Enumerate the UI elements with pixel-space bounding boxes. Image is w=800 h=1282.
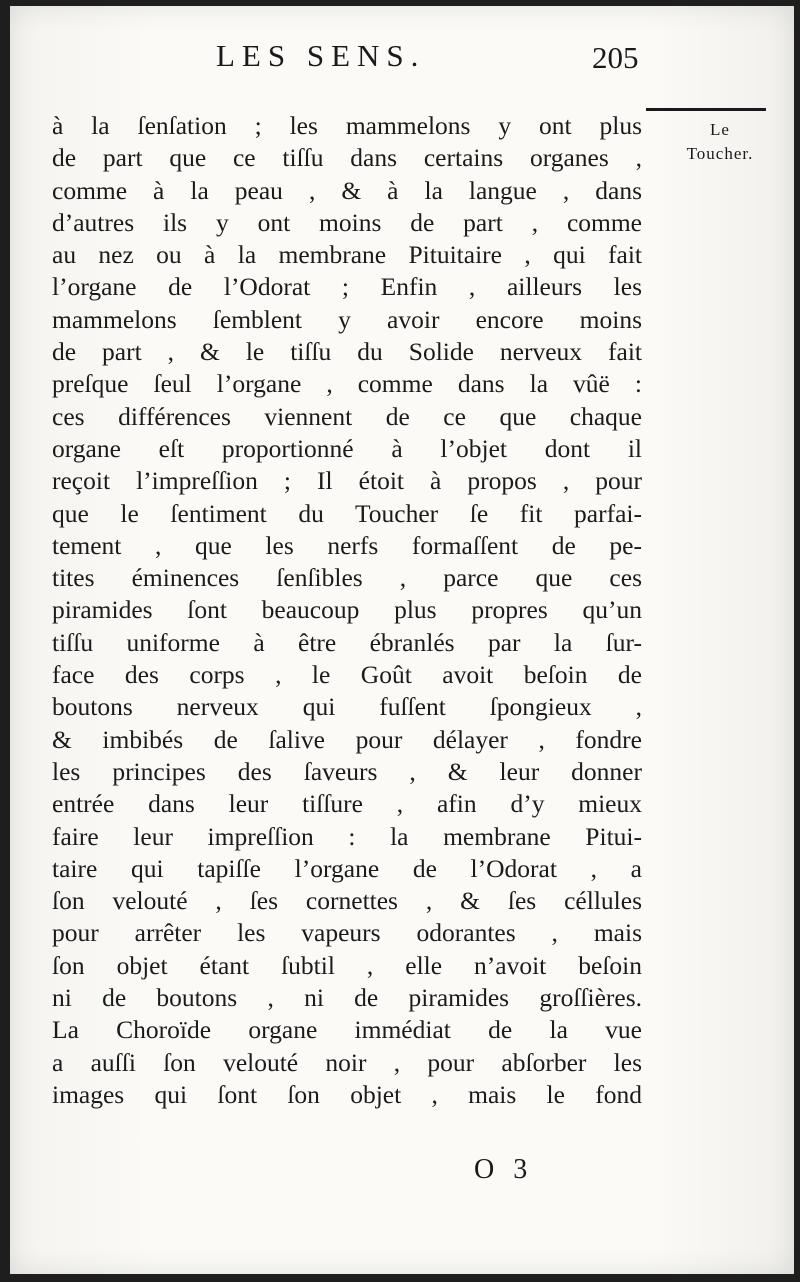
text-line: taire qui tapiſſe l’organe de l’Odorat , a — [52, 853, 642, 883]
text-line: boutons nerveux qui fuſſent ſpongieux , — [52, 692, 642, 722]
text-line: reçoit l’impreſſion ; Il étoit à propos , pour — [52, 466, 642, 496]
text-line: de part que ce tiſſu dans certains organes , — [52, 143, 642, 173]
text-line: tites éminences ſenſibles , parce que ces — [52, 563, 642, 593]
text-line: tiſſu uniforme à être ébranlés par la ſur- — [52, 627, 642, 657]
margin-note — [650, 118, 790, 166]
text-line: La Choroïde organe immédiat de la vue — [52, 1015, 642, 1045]
text-line: l’organe de l’Odorat ; Enfin , ailleurs les — [52, 272, 642, 302]
text-line: faire leur impreſſion : la membrane Pitui- — [52, 821, 642, 851]
text-line: & imbibés de ſalive pour délayer , fondre — [52, 724, 642, 754]
text-line: tement , que les nerfs formaſſent de pe- — [52, 530, 642, 560]
page-number: 205 — [592, 40, 639, 75]
text-line: face des corps , le Goût avoit beſoin de — [52, 660, 642, 690]
text-line: à la ſenſation ; les mammelons y ont plus — [52, 111, 642, 140]
text-line: preſque ſeul l’organe , comme dans la vûë : — [52, 369, 642, 399]
text-line: de part , & le tiſſu du Solide nerveux fait — [52, 337, 642, 367]
text-line: a auſſi ſon velouté noir , pour abſorber les — [52, 1047, 642, 1077]
text-line: ni de boutons , ni de piramides groſſières. — [52, 983, 642, 1013]
text-line: ſon velouté , ſes cornettes , & ſes céllules — [52, 886, 642, 916]
text-line: organe eſt proportionné à l’objet dont il — [52, 433, 642, 463]
running-title: LES SENS. — [216, 38, 426, 73]
text-line: piramides ſont beaucoup plus propres qu’un — [52, 595, 642, 625]
text-line: ces différences viennent de ce que chaque — [52, 401, 642, 431]
text-line: que le ſentiment du Toucher ſe fit parfai- — [52, 498, 642, 528]
text-line: ſon objet étant ſubtil , elle n’avoit beſoin — [52, 950, 642, 980]
text-line: au nez ou à la membrane Pituitaire , qui fait — [52, 240, 642, 270]
margin-rule — [646, 108, 766, 111]
margin-note-line-2: Toucher. — [686, 144, 754, 163]
body-text — [52, 110, 642, 1111]
text-line: pour arrêter les vapeurs odorantes , mais — [52, 918, 642, 948]
signature-mark: O 3 — [474, 1154, 534, 1185]
text-line: d’autres ils y ont moins de part , comme — [52, 207, 642, 237]
text-line: les principes des ſaveurs , & leur donner — [52, 756, 642, 786]
text-line: mammelons ſemblent y avoir encore moins — [52, 304, 642, 334]
book-page — [10, 6, 794, 1274]
margin-note-line-1: Le — [710, 120, 730, 139]
text-line: comme à la peau , & à la langue , dans — [52, 175, 642, 205]
text-line: images qui ſont ſon objet , mais le fond — [52, 1079, 642, 1109]
text-line: entrée dans leur tiſſure , afin d’y mieux — [52, 789, 642, 819]
